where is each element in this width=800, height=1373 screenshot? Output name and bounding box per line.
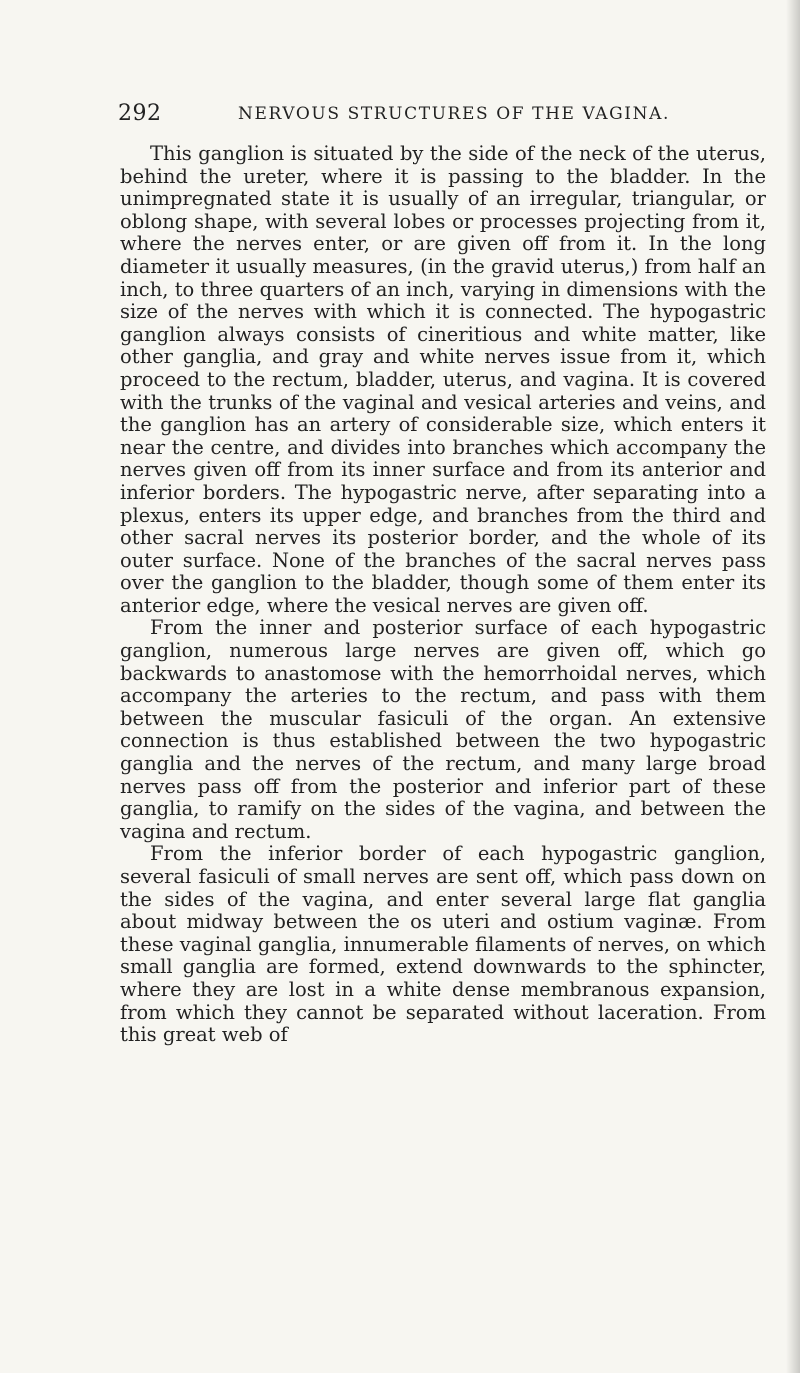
paragraph-2: From the inner and posterior surface of each hypogastric ganglion, numerous large nerves are given off, which go backwards to anastomose with the hemorrhoidal nerves, which accompany the arteries to the rectum, and pass with them between the muscular fasiculi of the organ. An extensive connection is thus established between the two hypogastric ganglia and the nerves of the rectum, and many large broad nerves pass off from the posterior and inferior part of these ganglia, to ramify on the sides of the vagina, and between the vagina and rectum.	[120, 616, 766, 843]
paragraph-1: This ganglion is situated by the side of the neck of the uterus, behind the ureter, where it is passing to the bladder. In the unimpregnated state it is usually of an irregular, triangular, or oblong shape, with several lobes or processes projecting from it, where the nerves enter, or are given off from it. In the long diameter it usually measures, (in the gravid uterus,) from half an inch, to three quarters of an inch, varying in dimensions with the size of the nerves with which it is connected. The hypogastric ganglion always consists of cineritious and white matter, like other ganglia, and gray and white nerves issue from it, which proceed to the rectum, bladder, uterus, and vagina. It is covered with the trunks of the vaginal and vesical arteries and veins, and the ganglion has an artery of considerable size, which enters it near the centre, and divides into branches which accompany the nerves given off from its inner surface and from its anterior and inferior borders. The hypogastric nerve, after separating into a plexus, enters its upper edge, and branches from the third and other sacral nerves its posterior border, and the whole of its outer surface. None of the branches of the sacral nerves pass over the ganglion to the bladder, though some of them enter its anterior edge, where the vesical nerves are given off.	[120, 142, 766, 617]
page-edge-shadow	[786, 0, 800, 1373]
running-title: NERVOUS STRUCTURES OF THE VAGINA.	[238, 104, 670, 124]
page-number: 292	[118, 101, 162, 126]
body-text	[120, 143, 766, 1047]
paragraph-3: From the inferior border of each hypogastric ganglion, several fasiculi of small nerves are sent off, which pass down on the sides of the vagina, and enter several large flat ganglia about midway between the os uteri and ostium vaginæ. From these vaginal ganglia, innumerable filaments of nerves, on which small ganglia are formed, extend downwards to the sphincter, where they are lost in a white dense membranous expansion, from which they cannot be separated without laceration. From this great web of	[120, 842, 766, 1047]
